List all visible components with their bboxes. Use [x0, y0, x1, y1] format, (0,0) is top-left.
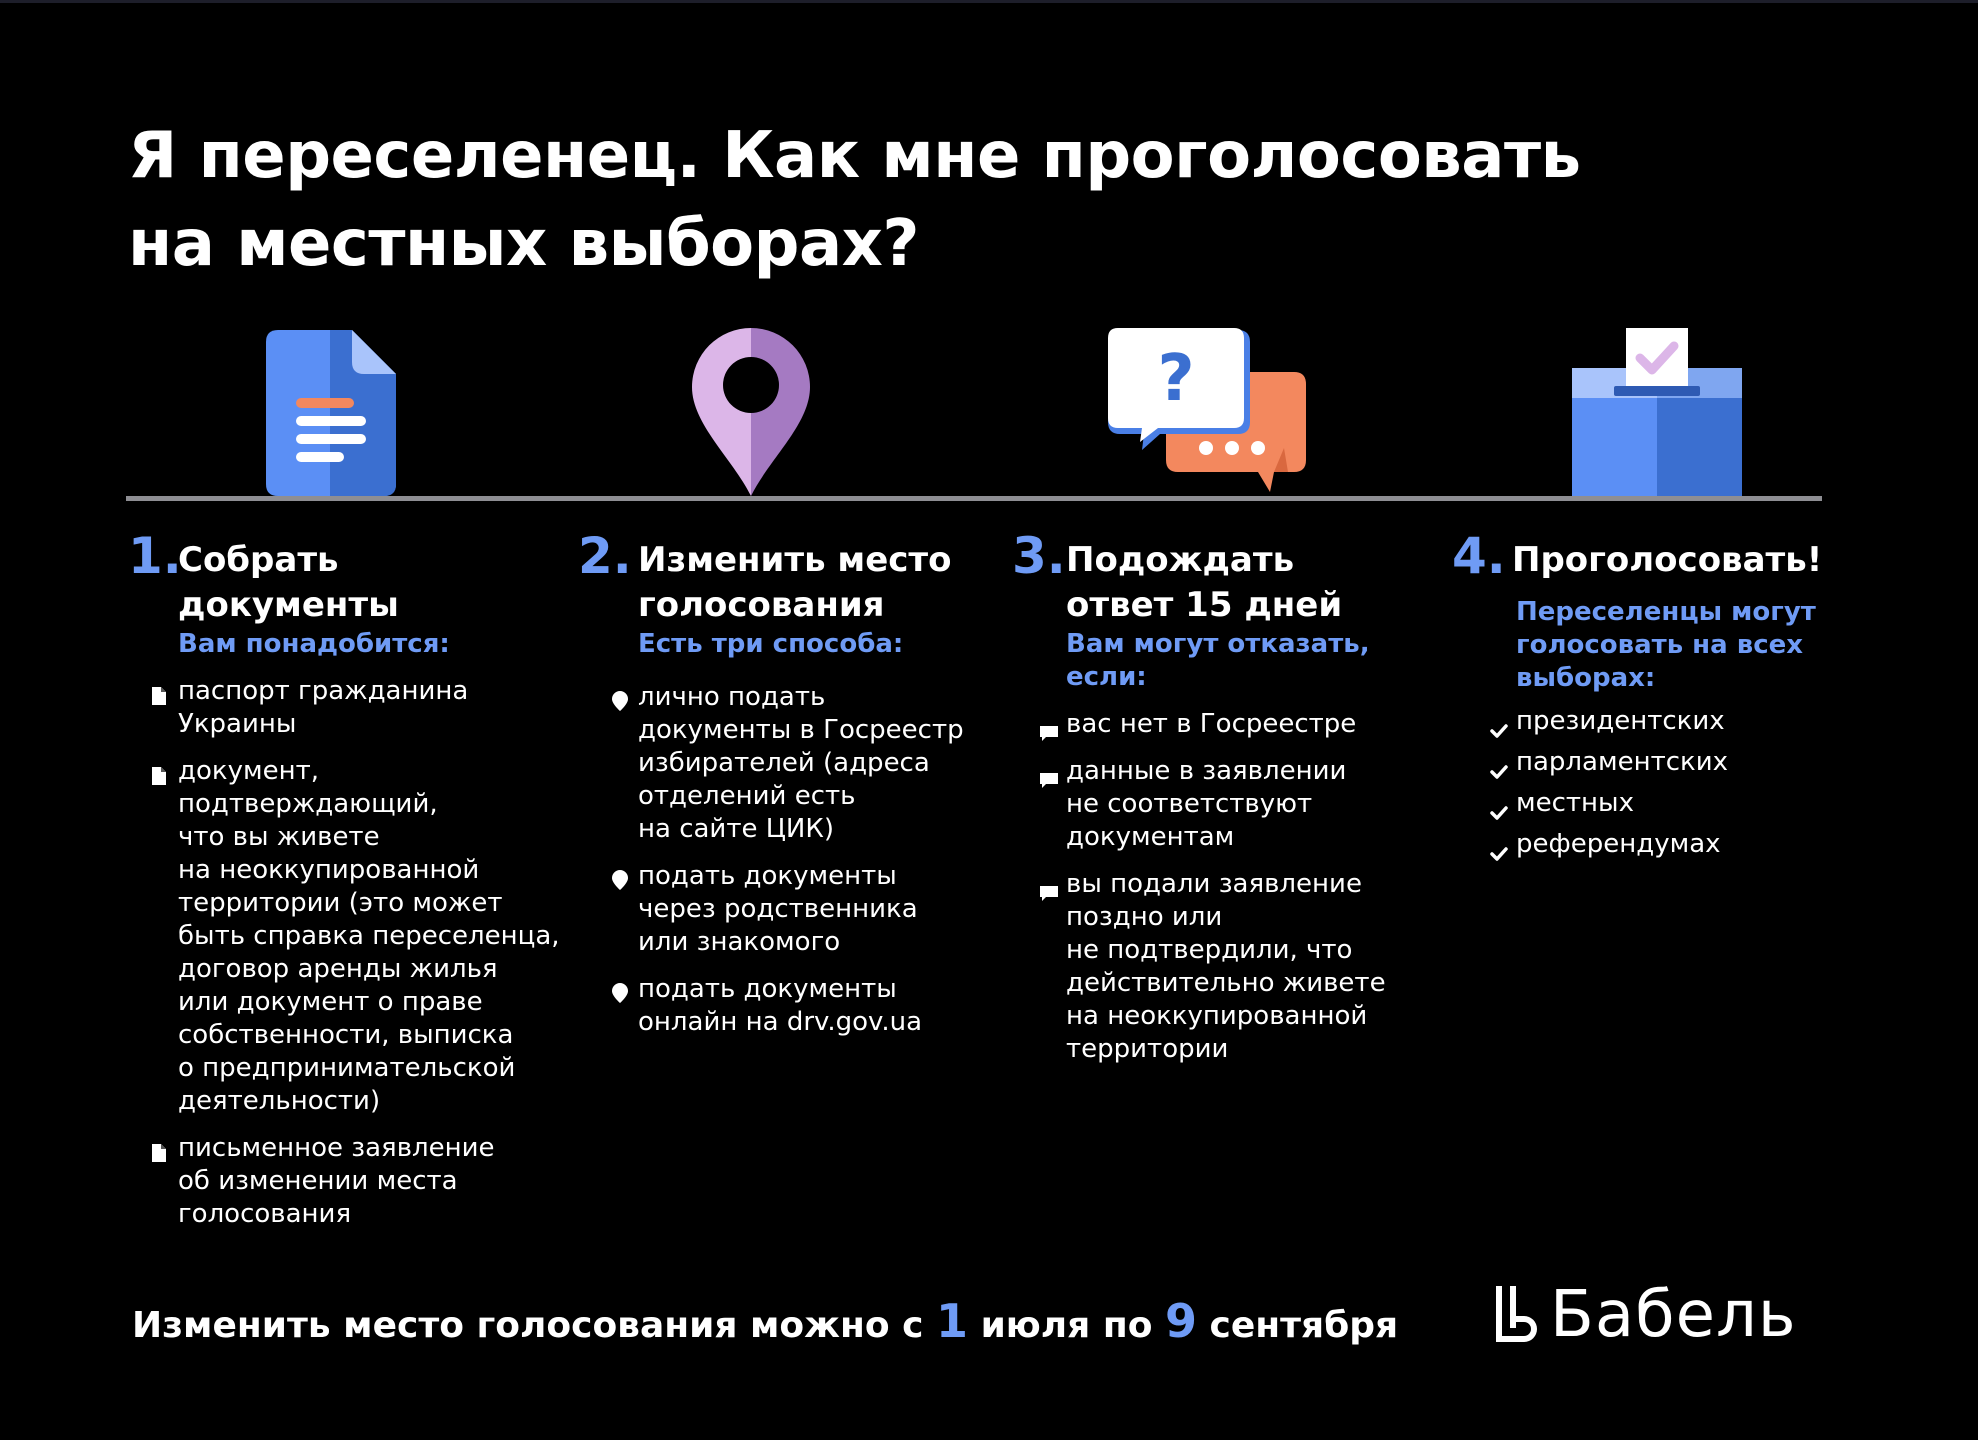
step-number: 3. — [1012, 527, 1066, 585]
step-3 — [1012, 528, 1432, 1080]
page-icon — [152, 1138, 166, 1171]
list-item: письменное заявление об изменении места голосования — [178, 1132, 568, 1231]
title-line-2: на местных выборах? — [128, 207, 920, 281]
chat-question-icon — [1108, 328, 1306, 496]
step-number: 4. — [1452, 527, 1506, 585]
refusal-reasons-list — [1066, 708, 1432, 1066]
list-item: президентских — [1516, 705, 1872, 738]
list-item: данные в заявлении не соответствуют документам — [1066, 755, 1432, 854]
check-icon — [1490, 714, 1508, 747]
pin-icon — [612, 687, 628, 720]
step-1 — [128, 528, 568, 1245]
page-icon — [152, 761, 166, 794]
list-item: лично подать документы в Госреестр избирателей (адреса отделений есть на сайте ЦИК) — [638, 681, 998, 846]
step-4 — [1452, 528, 1872, 869]
message-icon — [1040, 765, 1058, 798]
babel-logo — [1494, 1278, 1797, 1352]
message-icon — [1040, 718, 1058, 751]
list-item: местных — [1516, 787, 1872, 820]
list-item: вы подали заявление поздно или не подтвердили, что действительно живете на неоккупированной территории — [1066, 868, 1432, 1066]
step-title: Изменить место голосования — [638, 540, 952, 625]
svg-text:?: ? — [1157, 342, 1195, 416]
check-icon — [1490, 837, 1508, 870]
step-subtitle: Переселенцы могут голосовать на всех выборах: — [1516, 597, 1816, 693]
list-item: подать документы онлайн на drv.gov.ua — [638, 973, 998, 1039]
babel-logo-mark-icon — [1494, 1286, 1538, 1344]
step-2 — [578, 528, 998, 1053]
check-icon — [1490, 796, 1508, 829]
step-number: 1. — [128, 527, 182, 585]
page-title — [128, 112, 1828, 288]
list-item: вас нет в Госреестре — [1066, 708, 1432, 741]
check-icon — [1490, 755, 1508, 788]
step-title: Подождать ответ 15 дней — [1066, 540, 1343, 625]
step-subtitle: Вам могут отказать, если: — [1066, 629, 1370, 692]
list-item: парламентских — [1516, 746, 1872, 779]
pin-icon — [612, 979, 628, 1012]
step-subtitle: Вам понадобится: — [178, 629, 450, 659]
list-item: референдумах — [1516, 828, 1872, 861]
list-item: паспорт гражданина Украины — [178, 675, 568, 741]
list-item: подать документы через родственника или знакомого — [638, 860, 998, 959]
title-line-1: Я переселенец. Как мне проголосовать — [128, 119, 1581, 193]
page-icon — [152, 681, 166, 714]
ballot-box-icon — [1572, 328, 1742, 496]
pin-icon — [612, 866, 628, 899]
step-title: Проголосовать! — [1512, 540, 1823, 580]
timeline-line — [126, 496, 1822, 501]
step-subtitle: Есть три способа: — [638, 629, 904, 659]
location-pin-icon — [692, 328, 810, 496]
elections-list — [1516, 705, 1872, 861]
document-icon — [266, 330, 396, 496]
step-title: Собрать документы — [178, 540, 399, 625]
requirements-list — [178, 675, 568, 1231]
methods-list — [638, 681, 998, 1039]
list-item: документ, подтверждающий, что вы живете на неоккупированной территории (это может быть справка переселенца, договор аренды жилья или документ о праве собственности, выписка о предпринимательской деятельности) — [178, 755, 568, 1118]
logo-text: Бабель — [1550, 1278, 1797, 1352]
step-number: 2. — [578, 527, 632, 585]
registration-period-note: Изменить место голосования можно с 1 июля по 9 сентября — [132, 1294, 1399, 1348]
message-icon — [1040, 878, 1058, 911]
